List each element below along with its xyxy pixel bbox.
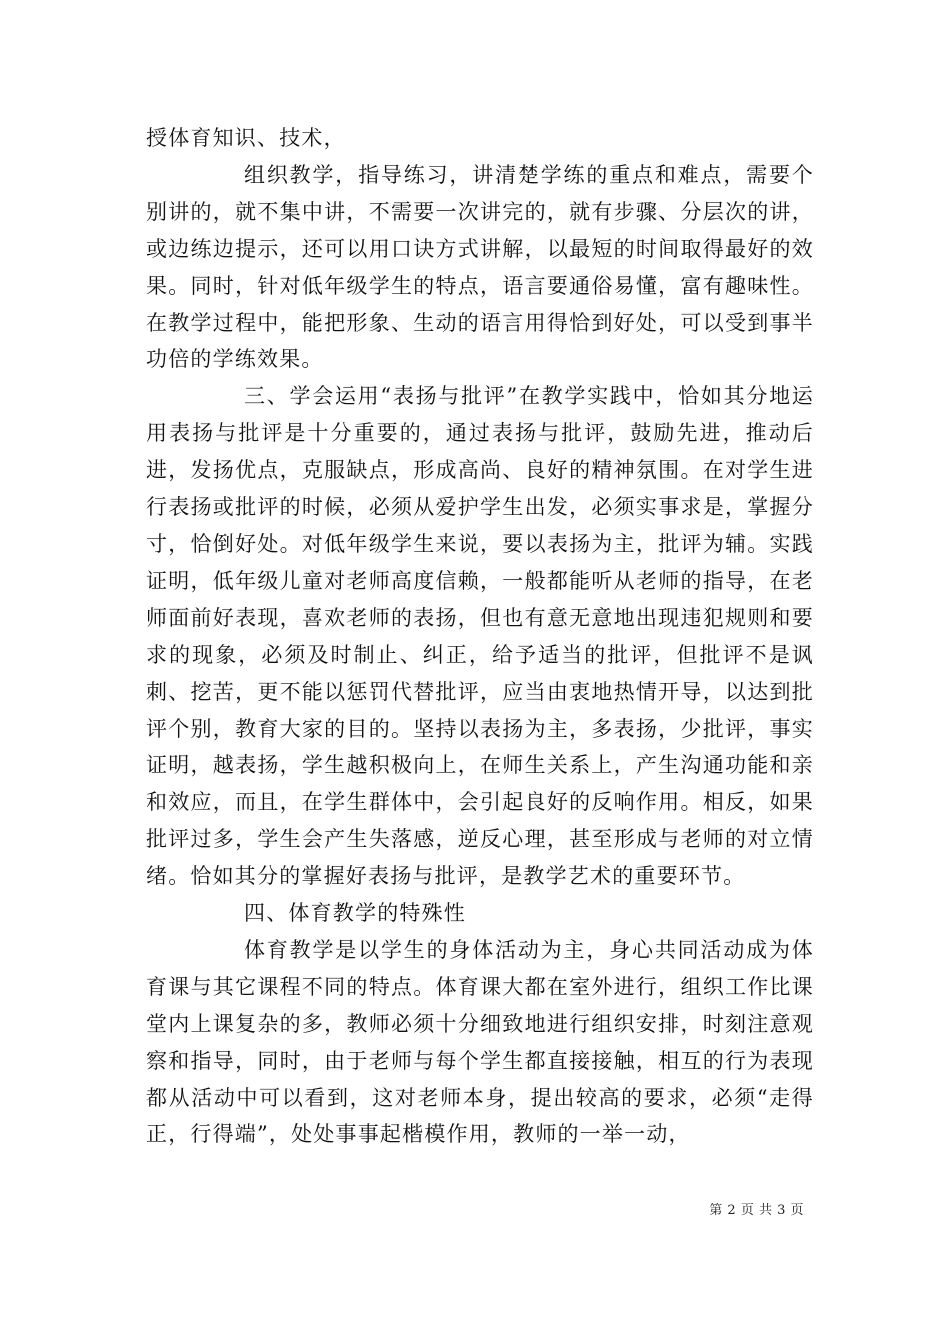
paragraph-teaching-organization: 组织教学，指导练习，讲清楚学练的重点和难点，需要个别讲的，就不集中讲，不需要一次讲完的，就有步骤、分层次的讲，或边练边提示，还可以用口诀方式讲解，以最短的时间取得最好的效果。同时，针对低年级学生的特点，语言要通俗易懂，富有趣味性。在教学过程中，能把形象、生动的语言用得恰到好处，可以受到事半功倍的学练效果。 <box>146 162 814 372</box>
section-heading-pe-particularity: 四、体育教学的特殊性 <box>244 901 466 926</box>
page-number-footer: 第 2 页 共 3 页 <box>709 1203 804 1218</box>
paragraph-pe-particularity: 体育教学是以学生的身体活动为主，身心共同活动成为体育课与其它课程不同的特点。体育课大都在室外进行，组织工作比课堂内上课复杂的多，教师必须十分细致地进行组织安排，时刻注意观察和指导，同时，由于老师与每个学生都直接接触，相互的行为表现都从活动中可以看到，这对老师本身，提出较高的要求，必须“走得正，行得端”，处处事事起楷模作用，教师的一举一动， <box>146 937 814 1147</box>
body-text <box>146 120 814 1153</box>
paragraph-continuation: 授体育知识、技术， <box>146 126 346 150</box>
paragraph-praise-and-criticism: 三、学会运用“表扬与批评”在教学实践中，恰如其分地运用表扬与批评是十分重要的，通过表扬与批评，鼓励先进，推动后进，发扬优点，克服缺点，形成高尚、良好的精神氛围。在对学生进行表扬或批评的时候，必须从爱护学生出发，必须实事求是，掌握分寸，恰倒好处。对低年级学生来说，要以表扬为主，批评为辅。实践证明，低年级儿童对老师高度信赖，一般都能听从老师的指导，在老师面前好表现，喜欢老师的表扬，但也有意无意地出现违犯规则和要求的现象，必须及时制止、纠正，给予适当的批评，但批评不是讽刺、挖苦，更不能以惩罚代替批评，应当由衷地热情开导，以达到批评个别，教育大家的目的。坚持以表扬为主，多表扬，少批评，事实证明，越表扬，学生越积极向上，在师生关系上，产生沟通功能和亲和效应，而且，在学生群体中，会引起良好的反响作用。相反，如果批评过多，学生会产生失落感，逆反心理，甚至形成与老师的对立情绪。恰如其分的掌握好表扬与批评，是教学艺术的重要环节。 <box>146 384 814 889</box>
